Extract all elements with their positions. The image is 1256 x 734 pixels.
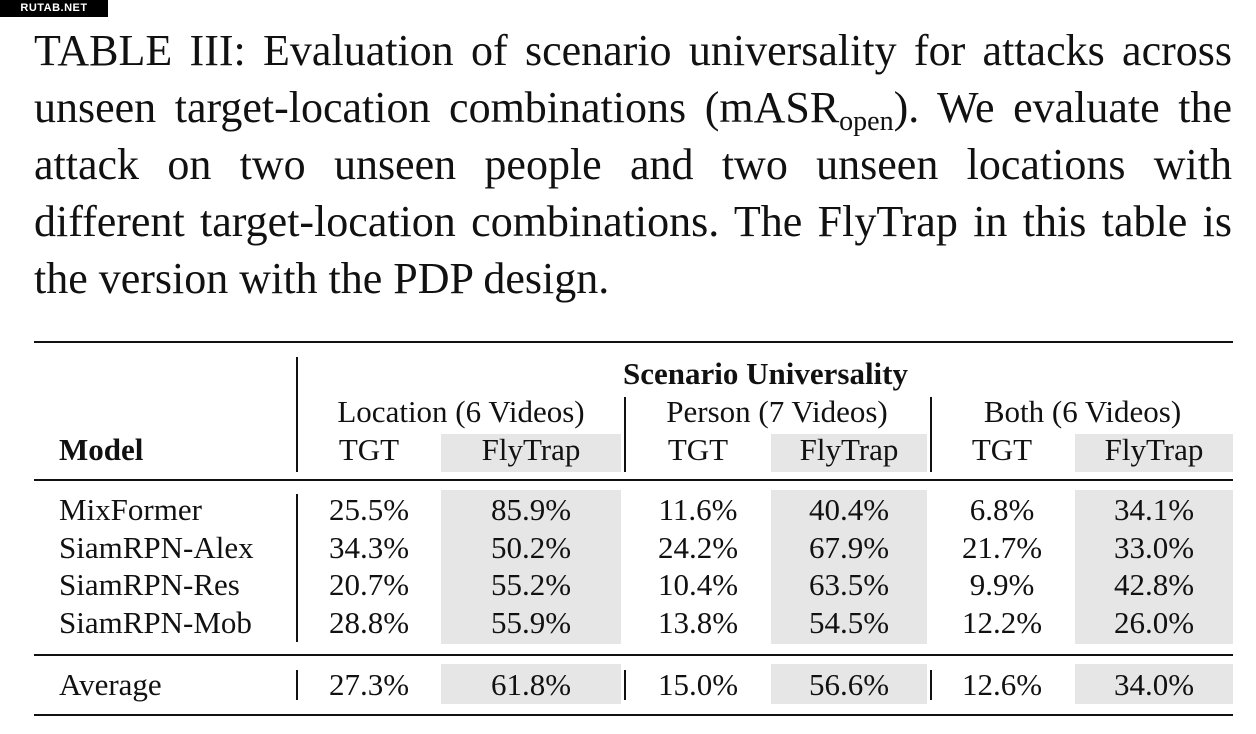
table-cell: 6.8% xyxy=(969,492,1035,527)
table-cell: 34.3% xyxy=(328,530,410,565)
table-cell: 12.2% xyxy=(961,605,1043,640)
subgroup-both: Both (6 Videos) xyxy=(983,394,1182,429)
group-header: Scenario Universality xyxy=(623,356,908,391)
table-cell: 33.0% xyxy=(1113,530,1195,565)
row-model: SiamRPN-Alex xyxy=(59,530,254,565)
row-model: SiamRPN-Res xyxy=(59,567,240,602)
col-label-person-tgt: TGT xyxy=(667,432,729,467)
table-cell: 11.6% xyxy=(658,492,738,527)
table-cell: 42.8% xyxy=(1113,567,1195,602)
col-label-person-flytrap: FlyTrap xyxy=(799,432,899,467)
table-cell: 55.9% xyxy=(490,605,572,640)
table-cell: 85.9% xyxy=(490,492,572,527)
average-cell: 34.0% xyxy=(1113,667,1195,702)
table-cell: 26.0% xyxy=(1113,605,1195,640)
table-cell: 24.2% xyxy=(657,530,739,565)
subgroup-person: Person (7 Videos) xyxy=(666,394,888,429)
table-cell: 54.5% xyxy=(808,605,890,640)
average-cell: 56.6% xyxy=(808,667,890,702)
average-cell: 61.8% xyxy=(490,667,572,702)
caption-subscript: open xyxy=(839,106,894,137)
person-both-separator-avg xyxy=(930,670,932,700)
subgroup-location: Location (6 Videos) xyxy=(337,394,585,429)
col-label-location-flytrap: FlyTrap xyxy=(481,432,581,467)
model-column-separator-avg xyxy=(296,670,298,700)
caption-text-main: TABLE III: Evaluation of scenario universality for attacks across unseen target-location combinations (mASR xyxy=(34,26,1232,132)
watermark-logo: RUTAB.NET xyxy=(0,0,108,17)
average-cell: 15.0% xyxy=(657,667,739,702)
table-cell: 55.2% xyxy=(490,567,572,602)
table-cell: 40.4% xyxy=(808,492,890,527)
average-cell: 27.3% xyxy=(328,667,410,702)
table-caption xyxy=(34,22,1232,307)
col-label-both-flytrap: FlyTrap xyxy=(1104,432,1204,467)
location-person-separator-avg xyxy=(624,670,626,700)
model-header: Model xyxy=(59,432,144,467)
table-cell: 63.5% xyxy=(808,567,890,602)
caption-text-rest: ). We evaluate the attack on two unseen people and two unseen locations with different target-location combinations. The FlyTrap in this table is the version with the PDP design. xyxy=(34,83,1233,303)
table-cell: 21.7% xyxy=(961,530,1043,565)
header-bottom-rule xyxy=(34,479,1233,481)
table-bottom-rule xyxy=(34,714,1233,716)
average-separator-rule xyxy=(34,654,1233,656)
table-cell: 28.8% xyxy=(328,605,410,640)
table-cell: 34.1% xyxy=(1113,492,1195,527)
col-label-location-tgt: TGT xyxy=(338,432,400,467)
average-label: Average xyxy=(59,667,162,702)
row-model: SiamRPN-Mob xyxy=(59,605,252,640)
model-column-separator-body xyxy=(296,494,298,642)
table-cell: 25.5% xyxy=(328,492,410,527)
table-cell: 13.8% xyxy=(657,605,739,640)
table-top-rule xyxy=(34,341,1233,343)
col-label-both-tgt: TGT xyxy=(971,432,1033,467)
table-cell: 9.9% xyxy=(969,567,1035,602)
table-cell: 50.2% xyxy=(490,530,572,565)
table-cell: 20.7% xyxy=(328,567,410,602)
table-cell: 67.9% xyxy=(808,530,890,565)
row-model: MixFormer xyxy=(59,492,202,527)
average-cell: 12.6% xyxy=(961,667,1043,702)
table-cell: 10.4% xyxy=(657,567,739,602)
